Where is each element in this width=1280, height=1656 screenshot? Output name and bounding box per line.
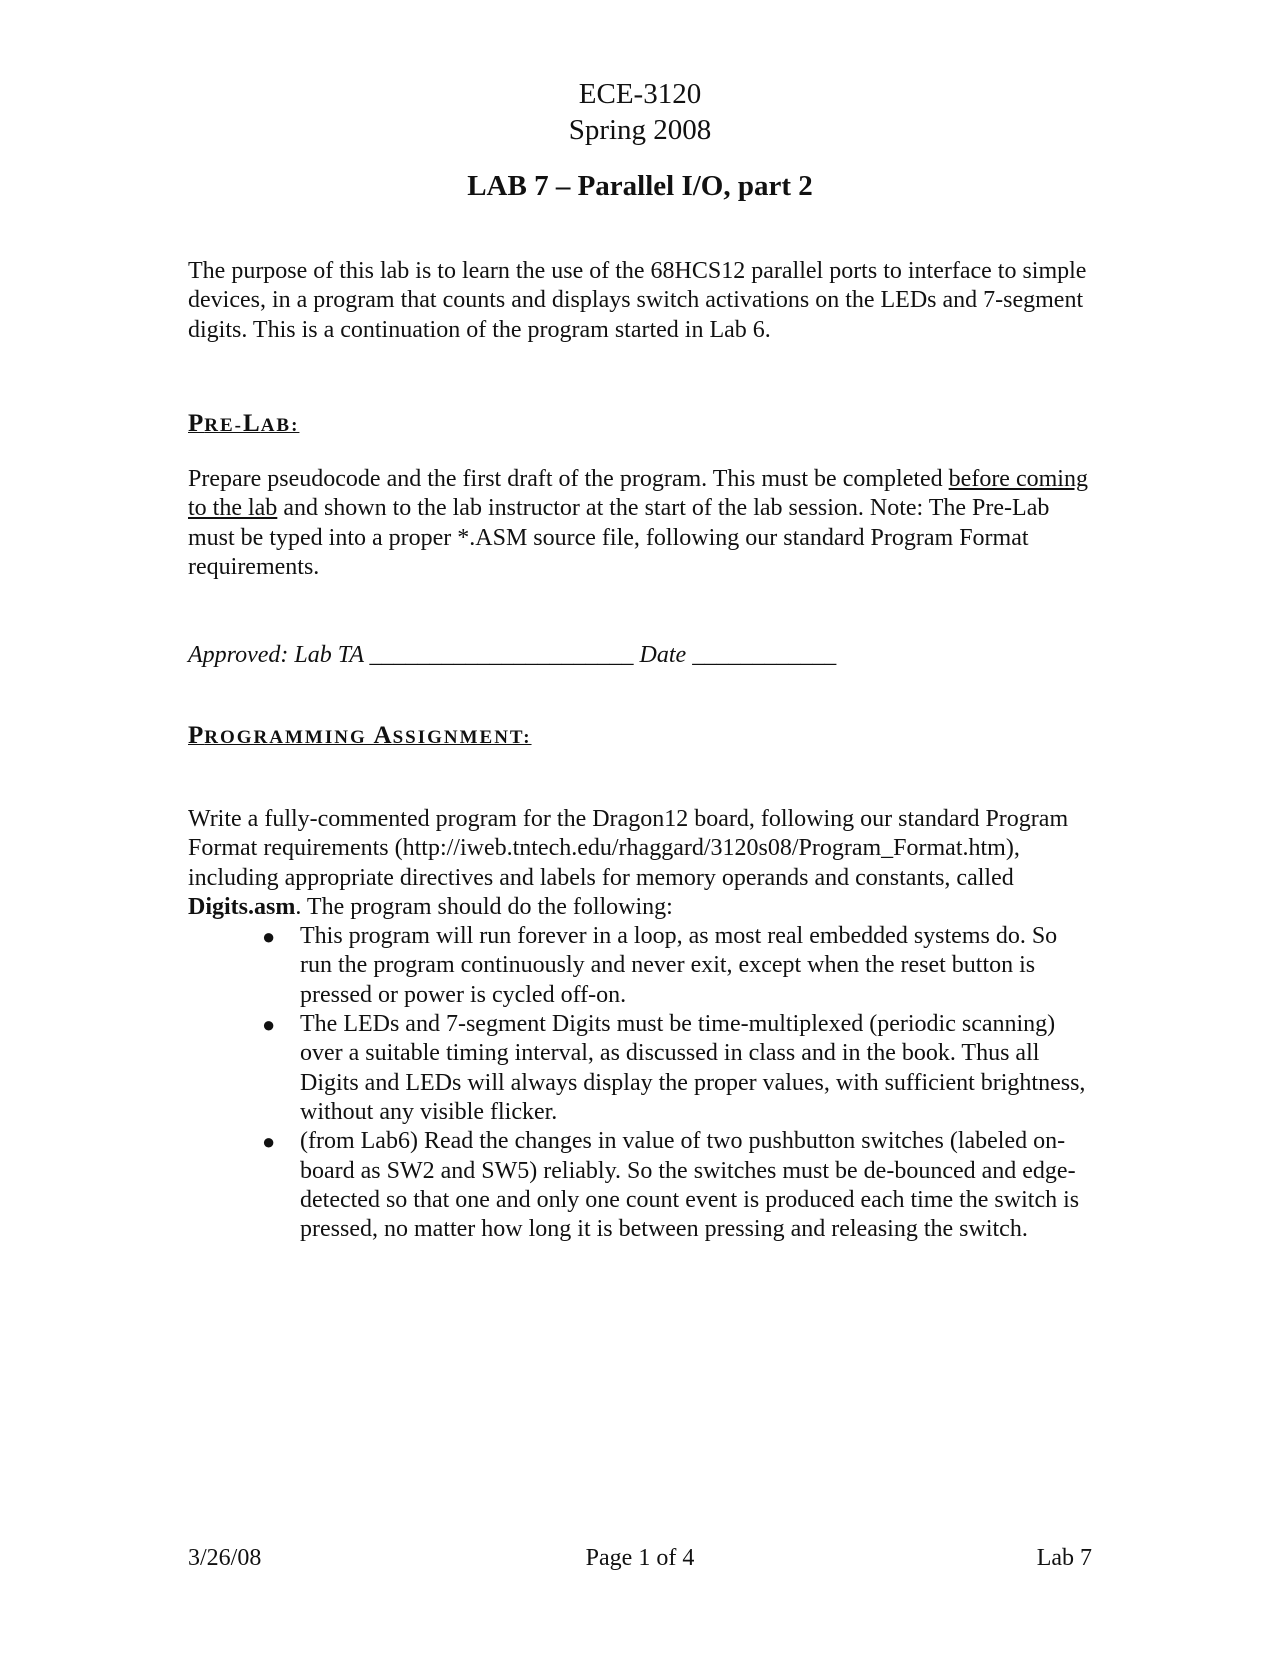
list-item: ● The LEDs and 7-segment Digits must be time-multiplexed (periodic scanning) over a suitable timing interval, as discussed in class and in the book. Thus all Digits and LEDs will always display the proper values, with sufficient brightness, without any visible flicker.	[262, 1011, 1086, 1125]
programming-paragraph: Write a fully-commented program for the Dragon12 board, following our standard Program Format requirements (http://iweb.tntech.edu/rhaggard/3120s08/Program_Format.htm), including appropriate directives and labels for memory operands and constants, called Digits.asm. The program should do the following:	[188, 806, 1069, 920]
document-header	[0, 76, 1280, 148]
programming-heading: PROGRAMMING ASSIGNMENT:	[188, 722, 532, 749]
lab-title: LAB 7 – Parallel I/O, part 2	[467, 170, 813, 202]
intro-paragraph: The purpose of this lab is to learn the use of the 68HCS12 parallel ports to interface to simple devices, in a program that counts and displays switch activations on the LEDs and 7-segment digits. This is a continuation of the program started in Lab 6.	[188, 258, 1087, 343]
requirements-list	[188, 922, 1088, 1244]
bullet-icon: ●	[262, 924, 276, 950]
course-code: ECE-3120	[578, 78, 702, 110]
prelab-emphasis: before coming to the lab	[188, 466, 1088, 522]
list-item: ● This program will run forever in a loop, as most real embedded systems do. So run the program continuously and never exit, except when the reset button is pressed or power is cycled off-on.	[262, 923, 1058, 1008]
programming-section	[188, 805, 1088, 1244]
prelab-heading: PRE-LAB:	[188, 410, 300, 437]
page-number: Page 1 of 4	[585, 1545, 695, 1571]
bullet-icon: ●	[262, 1129, 276, 1155]
list-item: ● (from Lab6) Read the changes in value of two pushbutton switches (labeled on-board as SW2 and SW5) reliably. So the switches must be de-bounced and edge-detected so that one and only one count event is produced each time the switch is pressed, no matter how long it is between pressing and releasing the switch.	[262, 1128, 1080, 1243]
footer-lab: Lab 7	[1036, 1545, 1092, 1571]
page-footer	[188, 1543, 1092, 1573]
approval-line: Approved: Lab TA ______________________ Date ____________	[188, 642, 837, 668]
bullet-icon: ●	[262, 1012, 276, 1038]
footer-date: 3/26/08	[188, 1545, 262, 1571]
term: Spring 2008	[568, 114, 712, 146]
prelab-paragraph: Prepare pseudocode and the first draft of the program. This must be completed before coming to the lab and shown to the lab instructor at the start of the lab session. Note: The Pre-Lab must be typed into a proper *.ASM source file, following our standard Program Format requirements.	[188, 466, 1088, 580]
program-filename: Digits.asm	[188, 893, 296, 920]
